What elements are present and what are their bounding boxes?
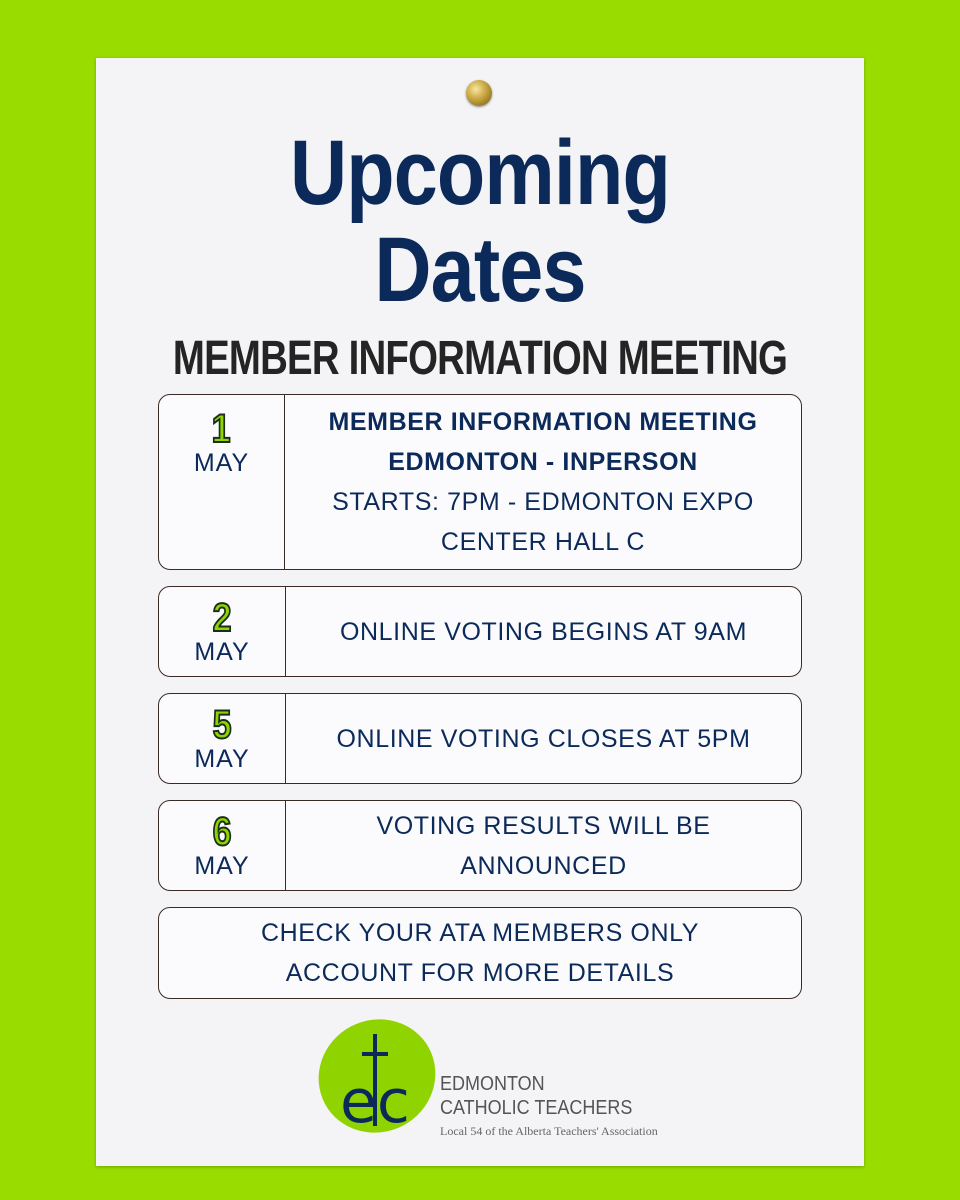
event-title-line: EDMONTON - INPERSON xyxy=(388,448,698,476)
event-detail-line: CENTER HALL C xyxy=(440,528,646,556)
svg-text:ec: ec xyxy=(340,1067,410,1137)
date-box xyxy=(159,395,285,569)
day-number: 1 xyxy=(212,407,231,451)
day-number: 2 xyxy=(212,595,232,640)
pushpin-icon xyxy=(466,80,492,106)
event-description xyxy=(286,801,801,890)
members-note xyxy=(158,907,802,999)
event-row-2 xyxy=(158,586,802,677)
org-name-line-2: CATHOLIC TEACHERS xyxy=(440,1097,633,1119)
org-tagline: Local 54 of the Alberta Teachers' Association xyxy=(440,1124,658,1138)
month-label: MAY xyxy=(194,851,250,880)
event-line: ONLINE VOTING CLOSES AT 5PM xyxy=(336,724,751,753)
ect-logo-icon xyxy=(318,1030,436,1140)
date-box xyxy=(159,801,286,890)
date-box xyxy=(159,694,286,783)
title-line-2: Dates xyxy=(374,219,586,321)
event-description xyxy=(285,395,801,569)
day-number: 6 xyxy=(212,809,232,854)
month-label: MAY xyxy=(194,744,250,773)
month-label: MAY xyxy=(193,449,250,477)
event-line: ONLINE VOTING BEGINS AT 9AM xyxy=(339,617,748,646)
day-number: 5 xyxy=(212,702,232,747)
event-row-3 xyxy=(158,693,802,784)
date-box xyxy=(159,587,286,676)
org-name-line-1: EDMONTON xyxy=(440,1073,545,1095)
note-line: ACCOUNT FOR MORE DETAILS xyxy=(285,959,675,987)
event-line: ANNOUNCED xyxy=(460,851,627,880)
event-description xyxy=(286,694,801,783)
month-label: MAY xyxy=(194,637,250,666)
subtitle: MEMBER INFORMATION MEETING xyxy=(172,332,788,385)
event-title-line: MEMBER INFORMATION MEETING xyxy=(328,408,758,436)
note-line: CHECK YOUR ATA MEMBERS ONLY xyxy=(260,919,700,947)
event-row-1 xyxy=(158,394,802,570)
event-row-4 xyxy=(158,800,802,891)
event-description xyxy=(286,587,801,676)
event-detail-line: STARTS: 7PM - EDMONTON EXPO xyxy=(332,488,754,516)
event-line: VOTING RESULTS WILL BE xyxy=(376,811,711,840)
title-line-1: Upcoming xyxy=(290,122,670,224)
